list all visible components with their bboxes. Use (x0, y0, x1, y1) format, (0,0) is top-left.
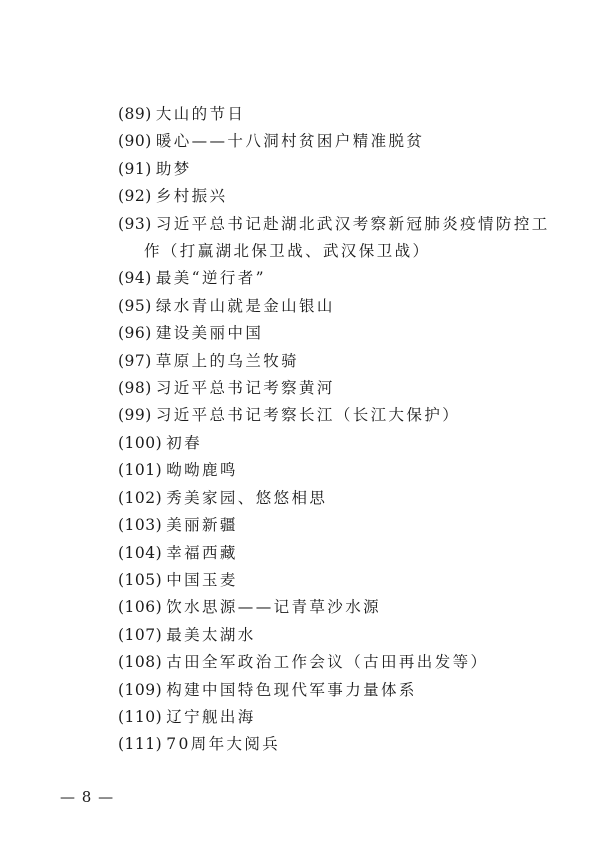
item-title: 习近平总书记考察长江（长江大保护） (155, 406, 461, 425)
list-item (118, 402, 538, 429)
list-item (118, 101, 538, 128)
item-title: 中国玉麦 (166, 570, 238, 589)
item-title: 幸福西藏 (166, 543, 238, 562)
item-number: (97) (118, 351, 152, 370)
item-title: 初春 (166, 433, 202, 452)
item-title: 助梦 (155, 159, 192, 178)
item-title: 大山的节日 (155, 105, 246, 123)
item-number: (92) (118, 187, 152, 206)
item-title: 古田全军政治工作会议（古田再出发等） (166, 653, 489, 672)
list-item (118, 457, 538, 484)
list-item (118, 183, 538, 210)
list-item (118, 485, 538, 512)
list-item (118, 211, 550, 266)
list-item (118, 265, 538, 292)
list-item (118, 677, 538, 704)
item-title: 构建中国特色现代军事力量体系 (166, 680, 417, 699)
item-number: (104) (118, 543, 163, 562)
item-number: (89) (118, 105, 152, 123)
page-number: — 8 — (60, 788, 115, 806)
item-number: (95) (118, 296, 152, 315)
item-title: 暖心——十八洞村贫困户精准脱贫 (155, 132, 425, 151)
item-title: 乡村振兴 (155, 187, 228, 206)
item-title: 美丽新疆 (166, 516, 238, 535)
item-title-continuation: 作（打赢湖北保卫战、武汉保卫战） (144, 242, 431, 261)
item-title: 草原上的乌兰牧骑 (155, 351, 300, 370)
list-item (118, 649, 538, 676)
list-item (118, 512, 538, 539)
item-number: (105) (118, 570, 163, 589)
item-title: 70周年大阅兵 (166, 735, 281, 754)
item-title: 饮水思源——记青草沙水源 (166, 598, 381, 617)
list-item (118, 293, 538, 320)
list-item (118, 704, 538, 731)
item-number: (108) (118, 653, 163, 672)
item-number: (100) (118, 433, 163, 452)
list-item (118, 567, 538, 594)
list-item (118, 622, 538, 649)
item-number: (101) (118, 461, 163, 480)
list-item (118, 128, 538, 155)
item-title: 绿水青山就是金山银山 (155, 296, 335, 315)
item-number: (91) (118, 159, 152, 178)
item-number: (99) (118, 406, 152, 425)
list-item (118, 594, 538, 621)
program-list (118, 101, 550, 759)
item-number: (102) (118, 488, 163, 507)
list-item (118, 540, 538, 567)
item-number: (103) (118, 516, 163, 535)
item-title: 秀美家园、悠悠相思 (166, 488, 328, 507)
list-item (118, 430, 538, 457)
item-number: (107) (118, 625, 163, 644)
item-number: (109) (118, 680, 163, 699)
item-number: (93) (118, 214, 152, 233)
item-title: 习近平总书记考察黄河 (155, 379, 335, 398)
list-item (118, 156, 538, 183)
item-number: (94) (118, 269, 152, 288)
item-number: (96) (118, 324, 152, 343)
item-title: 习近平总书记赴湖北武汉考察新冠肺炎疫情防控工 (155, 214, 550, 233)
list-item (118, 348, 538, 375)
item-number: (111) (118, 735, 163, 754)
item-number: (90) (118, 132, 152, 151)
item-title: 建设美丽中国 (155, 324, 264, 343)
item-title: 辽宁舰出海 (166, 707, 256, 726)
item-number: (106) (118, 598, 163, 617)
list-item (118, 731, 538, 758)
item-number: (98) (118, 379, 152, 398)
item-title: 呦呦鹿鸣 (166, 461, 238, 480)
list-item (118, 320, 538, 347)
item-title: 最美太湖水 (166, 625, 256, 644)
item-number: (110) (118, 707, 163, 726)
list-item (118, 375, 538, 402)
item-title: 最美“逆行者” (155, 269, 266, 288)
